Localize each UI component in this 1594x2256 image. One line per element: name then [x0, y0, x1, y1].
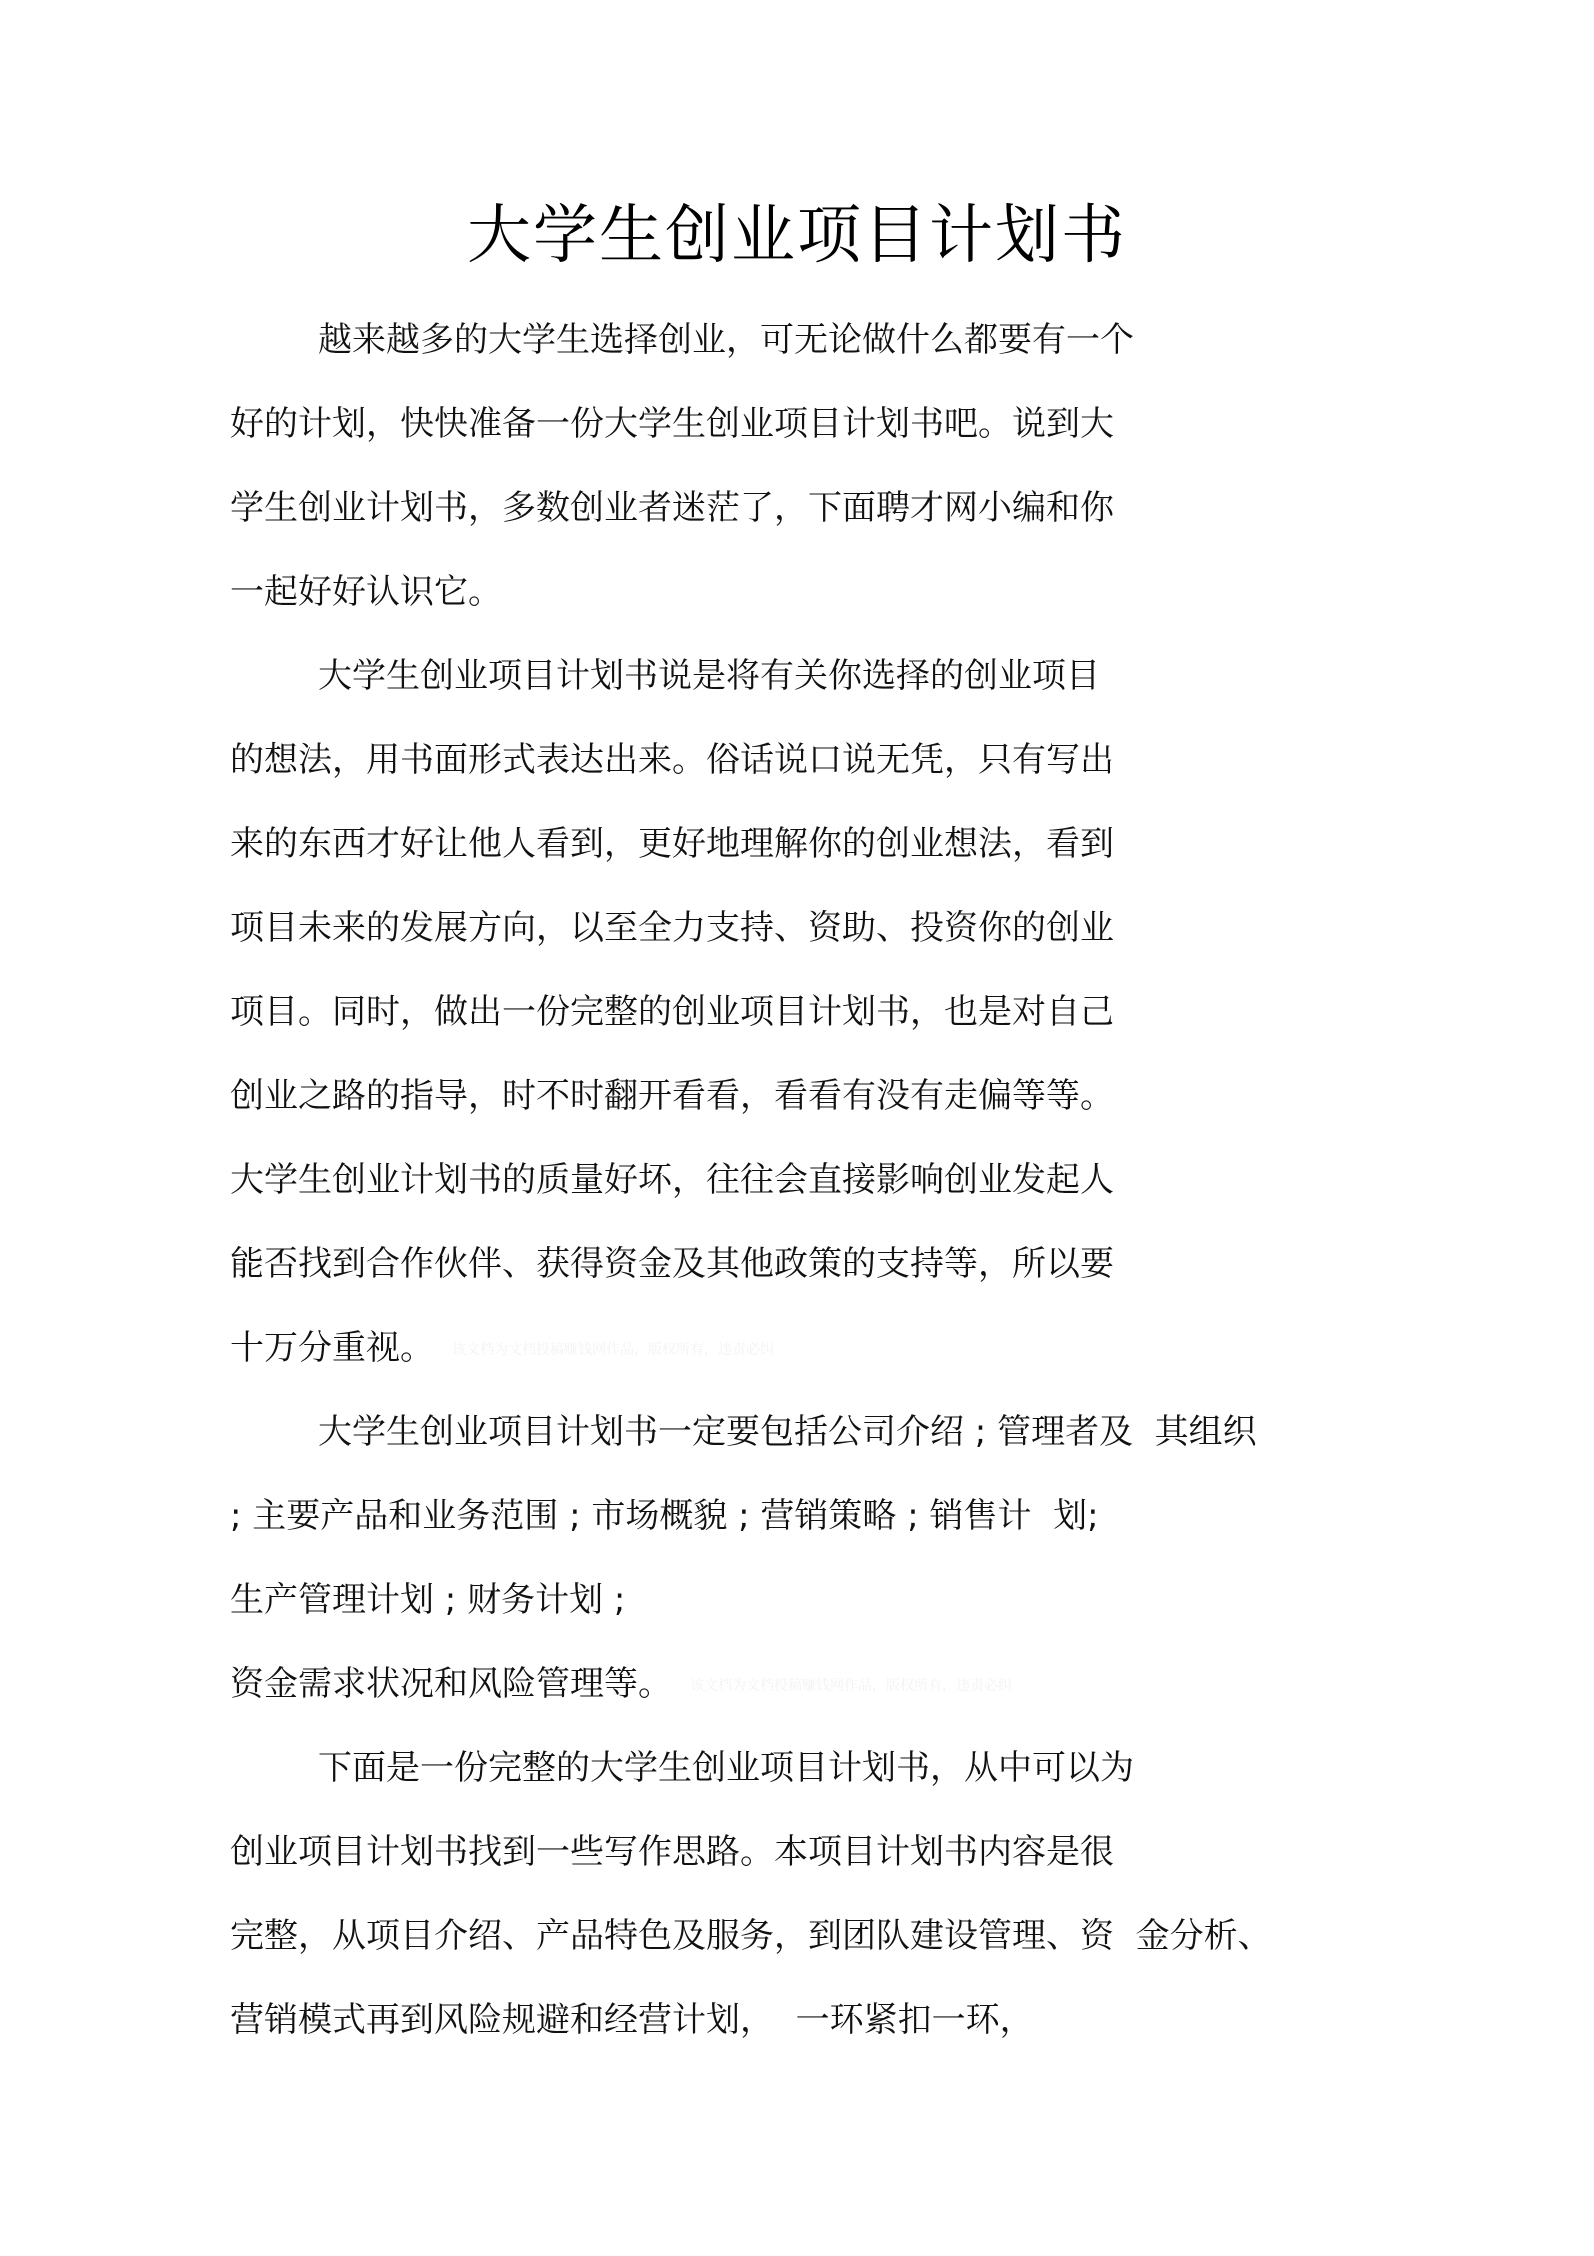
paragraph-3-line-4 — [230, 1662, 1012, 1708]
document-title: 大学生创业项目计划书 — [467, 199, 1127, 273]
paragraph-4-line-4: 营销模式再到风险规避和经营计划， 一环紧扣一环， — [230, 2000, 1034, 2040]
paragraph-2-line-7: 大学生创业计划书的质量好坏，往往会直接影响创业发起人 — [230, 1160, 1114, 1200]
paragraph-2-line-6: 创业之路的指导，时不时翻开看看，看看有没有走偏等等。 — [230, 1076, 1114, 1116]
paragraph-2-line-2: 的想法，用书面形式表达出来。俗话说口说无凭，只有写出 — [230, 740, 1114, 780]
paragraph-2-line-1: 大学生创业项目计划书说是将有关你选择的创业项目 — [318, 656, 1100, 696]
paragraph-2-line-9-text: 十万分重视。 — [230, 1328, 434, 1368]
paragraph-2-line-9 — [230, 1326, 774, 1372]
watermark-text: 该文档为文档投稿赚钱网作品，版权所有，违责必纠 — [690, 1677, 1012, 1694]
paragraph-2-line-8: 能否找到合作伙伴、获得资金及其他政策的支持等，所以要 — [230, 1244, 1114, 1284]
paragraph-3-line-2: ; 主要产品和业务范围 ; 市场概貌 ; 营销策略 ; 销售计 划; — [230, 1496, 1099, 1536]
paragraph-4-line-2: 创业项目计划书找到一些写作思路。本项目计划书内容是很 — [230, 1832, 1114, 1872]
paragraph-2-line-3: 来的东西才好让他人看到，更好地理解你的创业想法，看到 — [230, 824, 1114, 864]
paragraph-1-line-4: 一起好好认识它。 — [230, 572, 502, 612]
paragraph-4-line-3: 完整，从项目介绍、产品特色及服务，到团队建设管理、资 金分析、 — [230, 1916, 1272, 1956]
paragraph-1-line-1: 越来越多的大学生选择创业，可无论做什么都要有一个 — [318, 320, 1134, 360]
paragraph-3-line-1: 大学生创业项目计划书一定要包括公司介绍 ; 管理者及 其组织 — [318, 1412, 1257, 1452]
paragraph-2-line-5: 项目。同时，做出一份完整的创业项目计划书，也是对自己 — [230, 992, 1114, 1032]
paragraph-1-line-3: 学生创业计划书，多数创业者迷茫了，下面聘才网小编和你 — [230, 488, 1114, 528]
paragraph-4-line-1: 下面是一份完整的大学生创业项目计划书，从中可以为 — [318, 1748, 1134, 1788]
watermark-text: 该文档为文档投稿赚钱网作品，版权所有，违责必纠 — [452, 1341, 774, 1358]
paragraph-3-line-3: 生产管理计划 ; 财务计划 ; — [230, 1580, 626, 1620]
paragraph-2-line-4: 项目未来的发展方向，以至全力支持、资助、投资你的创业 — [230, 908, 1114, 948]
paragraph-1-line-2: 好的计划，快快准备一份大学生创业项目计划书吧。说到大 — [230, 404, 1114, 444]
paragraph-3-line-4-text: 资金需求状况和风险管理等。 — [230, 1664, 672, 1704]
